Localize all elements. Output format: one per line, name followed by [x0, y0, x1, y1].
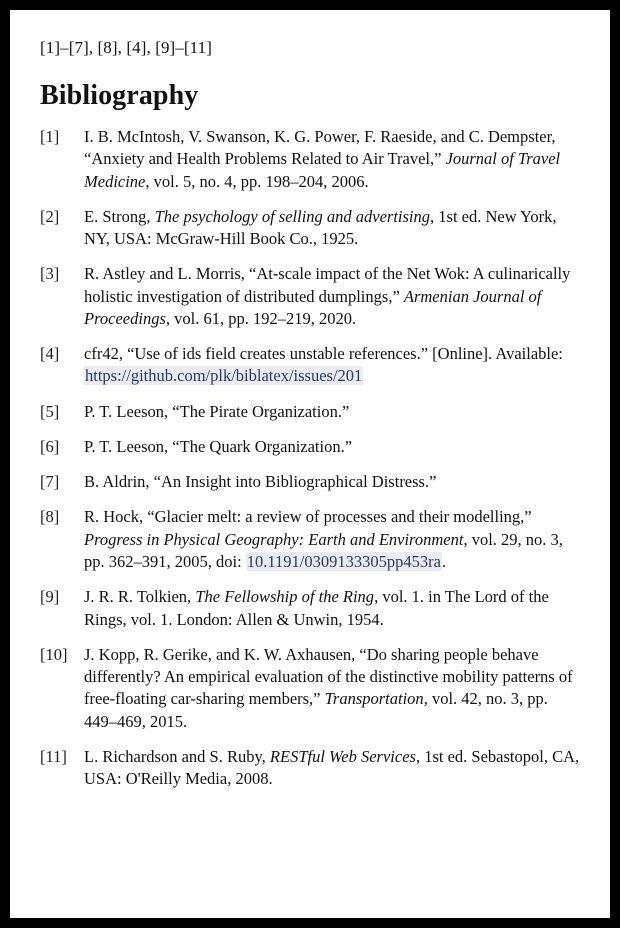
- entry-text-run: R. Astley and L. Morris, “At-scale impact of the Net Wok: A culinarically holistic investigation of distributed dumplings,”: [84, 264, 571, 306]
- entry-text-run: cfr42, “Use of ids field creates unstable references.” [Online]. Available:: [84, 344, 563, 364]
- bibliography-entry: [40, 343, 588, 388]
- entry-number: [3]: [40, 264, 60, 284]
- entry-text-run: J. R. R. Tolkien,: [84, 587, 196, 607]
- entry-text-run: .: [441, 551, 447, 571]
- entry-text-run: E. Strong,: [84, 206, 155, 226]
- entry-number: [8]: [40, 507, 60, 527]
- entry-number: [1]: [40, 127, 60, 146]
- entry-title-italic: Progress in Physical Geography: Earth and Environment: [84, 529, 464, 549]
- entry-text-run: L. Richardson and S. Ruby,: [84, 746, 270, 766]
- entry-text-run: , vol. 61, pp. 192–219, 2020.: [165, 308, 357, 328]
- entry-text: [84, 746, 588, 791]
- bibliography-entry: [40, 126, 588, 193]
- entry-text-run: , vol. 42, no. 3, pp. 449–469, 2015.: [84, 689, 548, 731]
- entry-text: [84, 506, 588, 573]
- entry-title-italic: Armenian Journal of Proceedings: [84, 286, 542, 328]
- entry-link[interactable]: 10.1191/0309133305pp453ra: [246, 551, 441, 571]
- bibliography-entry: [40, 436, 588, 458]
- entry-text-run: , vol. 5, no. 4, pp. 198–204, 2006.: [145, 171, 369, 191]
- entry-title-italic: RESTful Web Services: [269, 746, 416, 766]
- entry-number: [4]: [40, 344, 60, 364]
- entry-text-run: B. Aldrin, “An Insight into Bibliographical Distress.”: [84, 472, 437, 492]
- bibliography-entry: [40, 206, 588, 251]
- entry-text: [84, 586, 588, 631]
- entry-number: [2]: [40, 206, 60, 226]
- bibliography-entry: [40, 471, 588, 493]
- entry-number: [7]: [40, 472, 60, 492]
- entry-text: [84, 401, 588, 423]
- entry-number: [6]: [40, 436, 60, 456]
- entry-number: [11]: [40, 746, 67, 766]
- citation-line: [1]–[7], [8], [4], [9]–[11]: [40, 38, 213, 57]
- entry-text-run: P. T. Leeson, “The Quark Organization.”: [84, 436, 353, 456]
- entry-text-run: , 1st ed. New York, NY, USA: McGraw-Hill Book Co., 1925.: [84, 206, 557, 249]
- entry-text: [84, 471, 588, 493]
- entry-text: [84, 206, 588, 251]
- entry-title-italic: The Fellowship of the Ring: [195, 587, 375, 607]
- entry-text: [84, 644, 588, 733]
- entry-title-italic: Journal of Travel Medicine: [84, 149, 561, 191]
- entry-text: [84, 126, 588, 193]
- bibliography-entry: [40, 506, 588, 573]
- entry-text: [84, 343, 588, 388]
- entry-title-italic: Transportation: [324, 689, 424, 709]
- entry-title-italic: The psychology of selling and advertising: [154, 206, 431, 226]
- entry-number: [5]: [40, 401, 60, 421]
- entry-text-run: , vol. 1. in The Lord of the Rings, vol. 1. London: Allen & Unwin, 1954.: [84, 587, 549, 629]
- entry-link[interactable]: https://github.com/plk/biblatex/issues/201: [85, 366, 363, 386]
- document-page: [10, 10, 610, 918]
- bibliography-entry: [40, 586, 588, 631]
- entry-text-run: I. B. McIntosh, V. Swanson, K. G. Power, F. Raeside, and C. Dempster, “Anxiety and Health Problems Related to Air Travel,”: [84, 127, 556, 169]
- bibliography-entry: [40, 263, 588, 330]
- entry-text-run: J. Kopp, R. Gerike, and K. W. Axhausen, “Do sharing people behave differently? An empirical evaluation of the distinctive mobility patterns of free-floating car-sharing members,”: [84, 644, 573, 709]
- entry-text-run: P. T. Leeson, “The Pirate Organization.”: [84, 401, 350, 421]
- entry-text-run: , vol. 29, no. 3, pp. 362–391, 2005, doi:: [84, 529, 563, 571]
- entry-number: [10]: [40, 644, 68, 664]
- entry-number: [9]: [40, 587, 60, 607]
- entry-text: [84, 436, 588, 458]
- bibliography-entry: [40, 746, 588, 791]
- entry-text-run: , 1st ed. Sebastopol, CA, USA: O'Reilly Media, 2008.: [84, 746, 580, 789]
- bibliography-entry: [40, 401, 588, 423]
- bibliography-list: [32, 126, 588, 790]
- bibliography-entry: [40, 644, 588, 733]
- entry-text: [84, 263, 588, 330]
- page-title: Bibliography: [40, 80, 199, 111]
- entry-text-run: R. Hock, “Glacier melt: a review of processes and their modelling,”: [84, 507, 532, 527]
